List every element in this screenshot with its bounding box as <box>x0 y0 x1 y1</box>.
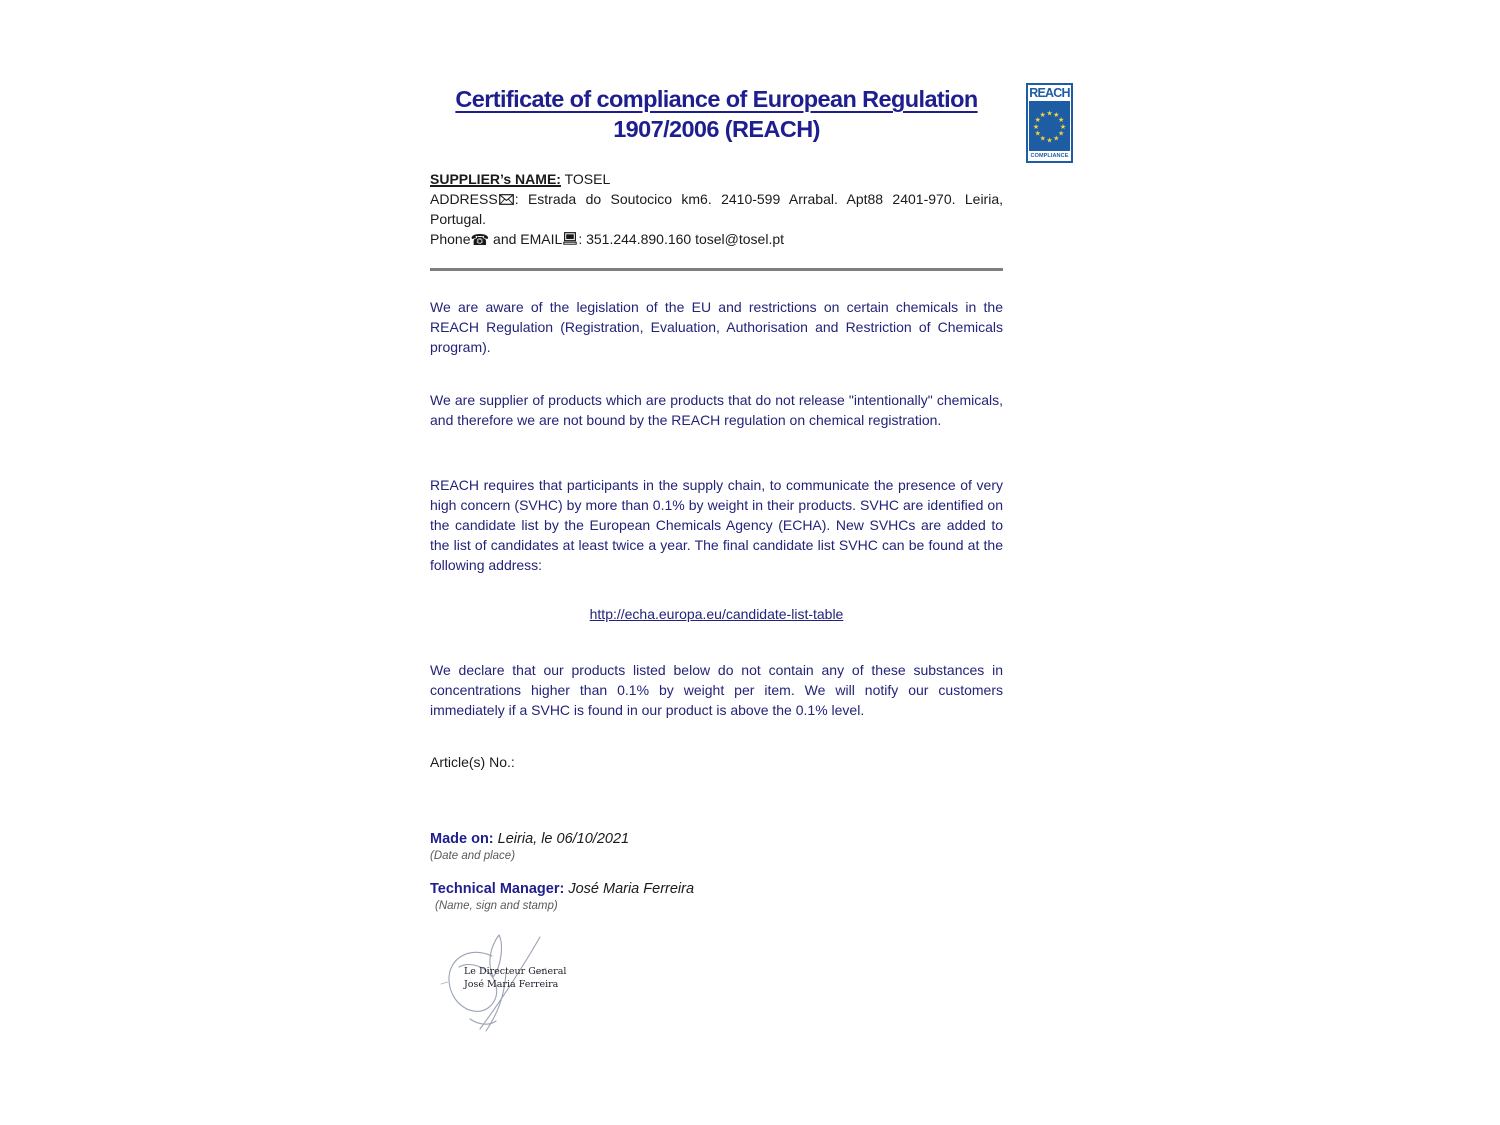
supplier-name-value: TOSEL <box>564 171 611 187</box>
articles-no-label: Article(s) No.: <box>430 754 515 770</box>
page-title <box>430 84 1003 144</box>
made-on-line <box>430 829 1003 849</box>
email-label: and EMAIL <box>489 231 563 247</box>
svg-text:★: ★ <box>1034 130 1041 138</box>
supplier-block <box>430 169 1003 250</box>
reach-compliance-logo <box>1026 83 1073 163</box>
contact-value: : 351.244.890.160 tosel@tosel.pt <box>578 231 785 247</box>
paragraph-declaration: We declare that our products listed below do not contain any of these substances in concentrations higher than 0.1% by weight per item. We will notify our customers immediately if a SVHC is found in our product is above the 0.1% level. <box>430 662 1003 718</box>
svg-text:★: ★ <box>1039 112 1046 120</box>
stamp-line-1: Le Directeur General <box>464 966 567 977</box>
eu-stars <box>1029 101 1070 151</box>
technical-manager-label: Technical Manager: <box>430 881 565 897</box>
svg-text:★: ★ <box>1046 110 1053 118</box>
phone-label: Phone <box>430 231 471 247</box>
paragraph-supplier-statement: We are supplier of products which are products that do not release "intentionally" chemicals, and therefore we are not bound by the REACH regulation on chemical registration. <box>430 392 1003 428</box>
reach-logo-title: REACH <box>1029 86 1070 100</box>
made-on-label: Made on: <box>430 831 494 847</box>
supplier-name-label: SUPPLIER’s NAME: <box>430 171 561 187</box>
title-line-2: 1907/2006 (REACH) <box>613 116 820 142</box>
supplier-address-line <box>430 189 1003 229</box>
signature-area <box>436 932 566 1037</box>
svg-text:★: ★ <box>1034 117 1041 125</box>
computer-icon <box>563 232 577 245</box>
technical-manager-value: José Maria Ferreira <box>568 881 695 897</box>
reach-logo-compliance: COMPLIANCE <box>1030 153 1069 159</box>
address-value: : Estrada do Soutocico km6. 2410-599 Arrabal. Apt88 2401-970. Leiria, Portugal. <box>430 191 1003 227</box>
technical-manager-line <box>430 879 1003 899</box>
svg-text:★: ★ <box>1058 130 1065 138</box>
stamp-text <box>464 965 566 991</box>
paragraph-awareness: We are aware of the legislation of the EU and restrictions on certain chemicals in the REACH Regulation (Registration, Evaluation, Authorisation and Restriction of Chemicals program). <box>430 299 1003 355</box>
svg-text:★: ★ <box>1053 112 1060 120</box>
svg-text:★: ★ <box>1053 135 1060 143</box>
supplier-contact-line <box>430 229 1003 250</box>
stamp-line-2: José Maria Ferreira <box>464 979 559 990</box>
date-place-caption: (Date and place) <box>430 850 516 862</box>
supplier-name-line <box>430 169 1003 189</box>
address-label: ADDRESS <box>430 191 498 207</box>
section-divider <box>430 268 1003 271</box>
title-line-1: Certificate of compliance of European Regulation <box>455 86 978 112</box>
svg-text:★: ★ <box>1059 123 1067 131</box>
envelope-icon <box>499 194 514 205</box>
paragraph-reach-requirements: REACH requires that participants in the supply chain, to communicate the presence of very high concern (SVHC) by more than 0.1% by weight in their products. SVHC are identified on the candidate list by the European Chemicals Agency (ECHA). New SVHCs are added to the list of candidates at least twice a year. The final candidate list SVHC can be found at the following address: <box>430 477 1003 573</box>
name-sign-stamp-caption: (Name, sign and stamp) <box>435 900 558 912</box>
eu-stars-field <box>1029 101 1070 151</box>
svg-text:★: ★ <box>1058 117 1065 125</box>
made-on-value: Leiria, le 06/10/2021 <box>497 831 630 847</box>
phone-icon: ☎ <box>470 231 490 249</box>
svg-text:★: ★ <box>1039 135 1046 143</box>
content-column <box>430 0 1003 1037</box>
svg-text:★: ★ <box>1046 137 1053 145</box>
candidate-list-link[interactable]: http://echa.europa.eu/candidate-list-table <box>589 606 844 622</box>
svg-text:★: ★ <box>1032 123 1040 131</box>
candidate-list-link-line <box>430 604 1003 624</box>
